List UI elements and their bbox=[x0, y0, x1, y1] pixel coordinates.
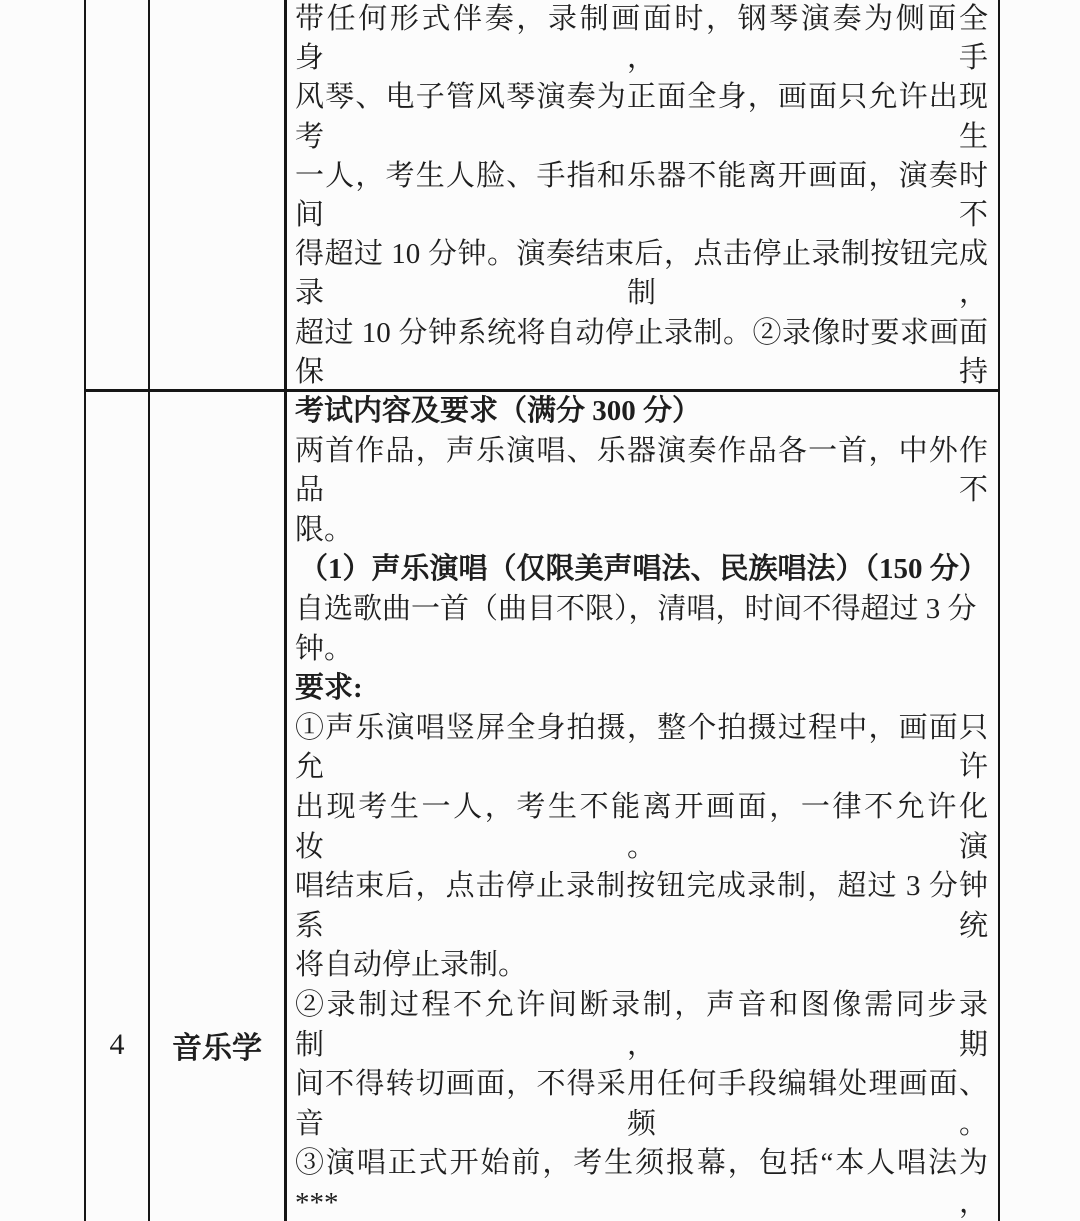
text-line: 间不得转切画面，不得采用任何手段编辑处理画面、音频。 bbox=[295, 1068, 988, 1140]
major-name-cell: 音乐学 bbox=[150, 392, 287, 1221]
text-line: 要求: bbox=[295, 672, 363, 705]
text-line: 唱结束后，点击停止录制按钮完成录制，超过 3 分钟系统 bbox=[295, 870, 988, 942]
row-number-cell: 4 bbox=[86, 392, 150, 1221]
table-row-musicology bbox=[86, 392, 998, 1221]
text-line: 带任何形式伴奏，录制画面时，钢琴演奏为侧面全身，手 bbox=[295, 3, 988, 75]
text-line: ③演唱正式开始前，考生须报幕，包括“本人唱法为***， bbox=[295, 1147, 988, 1219]
text-line: 得超过 10 分钟。演奏结束后，点击停止录制按钮完成录制， bbox=[295, 238, 988, 310]
text-line: ②录制过程不允许间断录制，声音和图像需同步录制，期 bbox=[295, 988, 988, 1061]
text-line: （1）声乐演唱（仅限美声唱法、民族唱法）（150 分） bbox=[299, 553, 988, 586]
text-line: 风琴、电子管风琴演奏为正面全身，画面只允许出现考生 bbox=[295, 81, 988, 153]
text-line: 自选歌曲一首（曲目不限），清唱，时间不得超过 3 分钟。 bbox=[295, 592, 977, 665]
text-line: 将自动停止录制。 bbox=[295, 949, 528, 982]
text-line: 一人，考生人脸、手指和乐器不能离开画面，演奏时间不 bbox=[295, 159, 988, 232]
table-row-previous-continuation bbox=[86, 0, 998, 392]
exam-content-cell bbox=[287, 0, 998, 389]
text-line: 限。 bbox=[295, 513, 354, 546]
exam-requirements-table bbox=[84, 0, 1000, 1221]
text-line: ①声乐演唱竖屏全身拍摄，整个拍摄过程中，画面只允许 bbox=[295, 711, 988, 784]
exam-content-cell bbox=[287, 392, 998, 1221]
text-line: 超过 10 分钟系统将自动停止录制。②录像时要求画面保持 bbox=[295, 316, 988, 388]
major-name-cell bbox=[150, 0, 287, 389]
text-line: 两首作品，声乐演唱、乐器演奏作品各一首，中外作品不 bbox=[295, 434, 988, 507]
text-line: 出现考生一人，考生不能离开画面，一律不允许化妆。演 bbox=[295, 790, 988, 863]
text-line: 考试内容及要求（满分 300 分） bbox=[295, 395, 702, 427]
row-number-cell bbox=[86, 0, 150, 389]
